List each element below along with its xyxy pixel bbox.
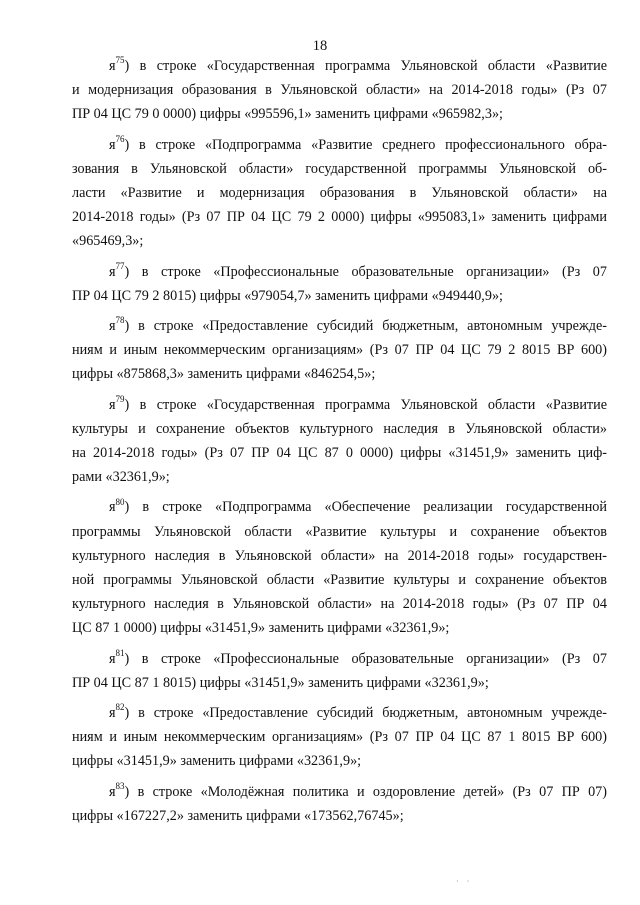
amendment-item [72,133,607,254]
item-text: ) в строке «Молодёжная политика и оздоровление детей» (Рз 07 ПР 07) [124,783,607,800]
item-marker: я [109,263,116,280]
item-marker: я [109,318,116,335]
item-text: ) в строке «Предоставление субсидий бюджетным, автономным учрежде- [124,705,607,722]
item-number: 77 [115,260,125,271]
scan-speck: · · [456,877,473,886]
item-line: культурного наследия в Ульяновской области» на 2014-2018 годы» (Рз 07 ПР 04 [72,596,607,613]
item-number: 78 [115,315,125,326]
item-first-line [72,393,607,417]
item-line: ласти «Развитие и модернизация образования в Ульяновской области» на [72,185,607,202]
item-marker: я [109,136,116,153]
amendment-item [72,701,607,774]
item-line: «965469,3»; [72,233,144,250]
item-marker: я [109,396,116,413]
item-number: 81 [115,647,125,658]
amendment-item [72,647,607,695]
item-line: ПР 04 ЦС 87 1 8015) цифры «31451,9» заменить цифрами «32361,9»; [72,674,489,691]
item-number: 82 [115,702,125,713]
item-first-line [72,314,607,338]
item-first-line [72,54,607,78]
amendment-item [72,495,607,640]
amendment-item [72,780,607,828]
item-text: ) в строке «Подпрограмма «Обеспечение реализации государственной [124,499,607,516]
item-line: ПР 04 ЦС 79 0 0000) цифры «995596,1» заменить цифрами «965982,3»; [72,106,503,123]
item-first-line [72,133,607,157]
page-number: 18 [312,38,328,54]
item-first-line [72,780,607,804]
item-line: и модернизация образования в Ульяновской области» на 2014-2018 годы» (Рз 07 [72,82,607,99]
item-line: цифры «31451,9» заменить цифрами «32361,9»; [72,753,362,770]
item-line: ниям и иным некоммерческим организациям» (Рз 07 ПР 04 ЦС 87 1 8015 ВР 600) [72,729,607,746]
document-body [72,54,607,834]
item-first-line [72,701,607,725]
item-text: ) в строке «Профессиональные образовательные организации» (Рз 07 [124,263,607,280]
item-text: ) в строке «Государственная программа Ульяновской области «Развитие [124,396,607,413]
item-line: ЦС 87 1 0000) цифры «31451,9» заменить цифрами «32361,9»; [72,620,450,637]
item-line: ниям и иным некоммерческим организациям» (Рз 07 ПР 04 ЦС 79 2 8015 ВР 600) [72,342,607,359]
item-first-line [72,647,607,671]
item-number: 80 [115,496,125,507]
item-number: 79 [115,393,125,404]
item-line: цифры «167227,2» заменить цифрами «173562,76745»; [72,807,404,824]
item-marker: я [109,499,116,516]
item-text: ) в строке «Профессиональные образовательные организации» (Рз 07 [124,650,607,667]
item-number: 75 [115,55,125,66]
item-line: культуры и сохранение объектов культурного наследия в Ульяновской области» [72,420,607,437]
item-line: программы Ульяновской области «Развитие культуры и сохранение объектов [72,523,607,540]
item-line: цифры «875868,3» заменить цифрами «846254,5»; [72,366,376,383]
item-line: на 2014-2018 годы» (Рз 07 ПР 04 ЦС 87 0 0000) цифры «31451,9» заменить циф- [72,445,607,462]
item-text: ) в строке «Государственная программа Ульяновской области «Развитие [124,58,607,74]
item-marker: я [109,705,116,722]
item-line: ПР 04 ЦС 79 2 8015) цифры «979054,7» заменить цифрами «949440,9»; [72,287,503,304]
item-marker: я [109,783,116,800]
item-line: 2014-2018 годы» (Рз 07 ПР 04 ЦС 79 2 0000) цифры «995083,1» заменить цифрами [72,209,607,226]
item-marker: я [109,58,116,74]
item-line: зования в Ульяновской области» государственной программы Ульяновской об- [72,160,607,177]
item-marker: я [109,650,116,667]
amendment-item [72,393,607,490]
item-first-line [72,495,607,519]
item-line: ной программы Ульяновской области «Развитие культуры и сохранение объектов [72,572,607,589]
amendment-item [72,260,607,308]
item-text: ) в строке «Предоставление субсидий бюджетным, автономным учрежде- [124,318,607,335]
amendment-item [72,314,607,387]
item-number: 83 [115,780,125,791]
amendment-item [72,54,607,127]
item-first-line [72,260,607,284]
item-number: 76 [115,133,125,144]
item-line: культурного наследия в Ульяновской области» на 2014-2018 годы» государствен- [72,547,607,564]
item-line: рами «32361,9»; [72,469,170,486]
item-text: ) в строке «Подпрограмма «Развитие среднего профессионального обра- [124,136,607,153]
